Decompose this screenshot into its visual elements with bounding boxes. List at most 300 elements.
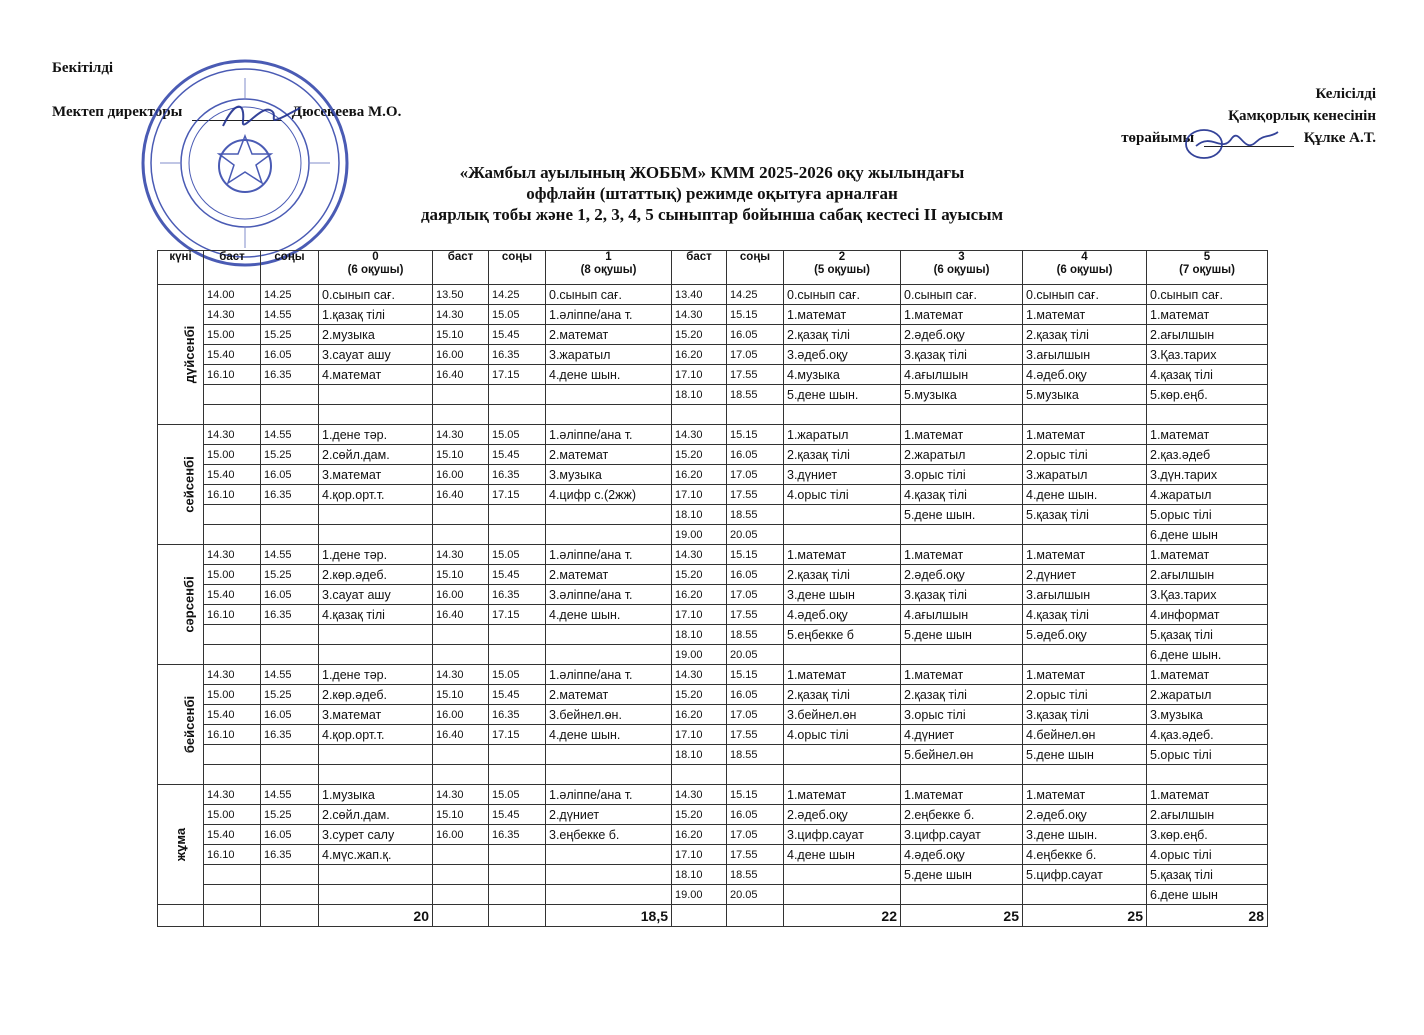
time-cell: 16.05 [727,445,784,465]
header-class-2 [784,251,901,285]
lesson-cell: 4.қазақ тілі [901,485,1023,505]
time-cell: 14.30 [204,545,261,565]
lesson-cell [546,525,672,545]
time-cell: 15.20 [672,565,727,585]
time-cell: 18.10 [672,865,727,885]
director-name: Дюсекеева М.О. [291,104,402,120]
lesson-cell: 4.дене шын. [546,725,672,745]
lesson-cell: 3.дүн.тарих [1147,465,1268,485]
time-cell: 15.05 [489,425,546,445]
lesson-cell: 1.әліппе/ана т. [546,785,672,805]
lesson-cell [319,645,433,665]
lesson-cell: 2.математ [546,325,672,345]
lesson-cell: 1.математ [1023,305,1147,325]
time-cell: 15.40 [204,465,261,485]
day-name: бейсенбі [182,695,198,754]
lesson-cell: 2.көр.әдеб. [319,565,433,585]
lesson-cell [319,745,433,765]
time-cell: 17.55 [727,485,784,505]
time-cell: 16.20 [672,705,727,725]
time-cell: 15.00 [204,685,261,705]
lesson-cell [1023,765,1147,785]
lesson-cell: 2.қазақ тілі [784,325,901,345]
time-cell: 14.30 [433,785,489,805]
total-cell: 28 [1147,905,1268,927]
table-row [158,445,1268,465]
time-cell: 14.30 [672,425,727,445]
time-cell: 14.30 [672,665,727,685]
total-cell: 18,5 [546,905,672,927]
lesson-cell: 4.дене шын. [546,605,672,625]
time-cell: 15.00 [204,805,261,825]
time-cell: 16.05 [261,345,319,365]
time-cell: 17.10 [672,725,727,745]
lesson-cell: 1.математ [1147,665,1268,685]
chair-name: Құлке А.Т. [1303,130,1376,146]
time-cell: 16.10 [204,365,261,385]
time-cell: 19.00 [672,645,727,665]
total-cell [204,905,261,927]
table-row [158,485,1268,505]
header-end: соңы [261,251,319,285]
time-cell: 15.10 [433,325,489,345]
time-cell: 15.10 [433,805,489,825]
time-cell: 17.15 [489,725,546,745]
lesson-cell: 3.қазақ тілі [1023,705,1147,725]
time-cell: 15.10 [433,565,489,585]
lesson-cell: 2.әдеб.оқу [784,805,901,825]
time-cell: 17.05 [727,465,784,485]
header-end-1: соңы [489,251,546,285]
class-2-number: 2 [838,251,846,263]
table-row [158,425,1268,445]
lesson-cell: 3.әдеб.оқу [784,345,901,365]
lesson-cell: 4.цифр с.(2жж) [546,485,672,505]
time-cell: 16.05 [727,325,784,345]
lesson-cell [784,865,901,885]
table-row [158,465,1268,485]
time-cell: 16.05 [261,465,319,485]
time-cell [204,505,261,525]
time-cell [433,505,489,525]
time-cell: 17.10 [672,605,727,625]
lesson-cell [319,405,433,425]
lesson-cell: 1.әліппе/ана т. [546,425,672,445]
table-row [158,825,1268,845]
time-cell [204,765,261,785]
lesson-cell [1147,405,1268,425]
lesson-cell: 1.математ [1023,425,1147,445]
lesson-cell [784,645,901,665]
lesson-cell: 6.дене шын. [1147,645,1268,665]
lesson-cell: 4.мүс.жап.қ. [319,845,433,865]
lesson-cell: 1.дене тәр. [319,545,433,565]
time-cell [204,405,261,425]
time-cell: 16.00 [433,585,489,605]
time-cell: 18.10 [672,505,727,525]
total-cell [261,905,319,927]
header-class-3 [901,251,1023,285]
header-day: күні [158,251,204,285]
time-cell [672,765,727,785]
title-line-1: «Жамбыл ауылының ЖОББМ» КММ 2025-2026 оқу жылындағы [459,163,965,182]
lesson-cell: 1.математ [901,425,1023,445]
lesson-cell: 1.математ [784,305,901,325]
time-cell: 15.40 [204,345,261,365]
lesson-cell: 5.әдеб.оқу [1023,625,1147,645]
time-cell: 15.20 [672,685,727,705]
class-4-count: (6 оқушы) [1056,264,1113,276]
time-cell: 15.15 [727,785,784,805]
lesson-cell: 3.қазақ тілі [901,345,1023,365]
time-cell [489,845,546,865]
lesson-cell: 3.әліппе/ана т. [546,585,672,605]
lesson-cell: 1.әліппе/ана т. [546,305,672,325]
title-line-2: оффлайн (штаттық) режимде оқытуға арналған [526,184,898,203]
time-cell [672,405,727,425]
time-cell: 14.25 [261,285,319,305]
director-signature-icon [215,96,305,136]
table-row [158,325,1268,345]
lesson-cell: 3.сауат ашу [319,345,433,365]
lesson-cell: 2.қазақ тілі [784,685,901,705]
lesson-cell: 5.бейнел.өн [901,745,1023,765]
time-cell: 17.55 [727,605,784,625]
lesson-cell: 1.математ [1147,425,1268,445]
lesson-cell: 0.сынып сағ. [546,285,672,305]
lesson-cell: 4.дене шын. [1023,485,1147,505]
time-cell [489,745,546,765]
lesson-cell: 2.қаз.әдеб [1147,445,1268,465]
lesson-cell [546,865,672,885]
table-row [158,365,1268,385]
time-cell [489,525,546,545]
lesson-cell [319,765,433,785]
lesson-cell: 6.дене шын [1147,885,1268,905]
time-cell: 16.05 [261,825,319,845]
time-cell: 16.05 [261,585,319,605]
time-cell: 16.20 [672,825,727,845]
lesson-cell: 0.сынып сағ. [1023,285,1147,305]
time-cell: 15.25 [261,325,319,345]
lesson-cell: 1.математ [1023,545,1147,565]
time-cell [204,745,261,765]
totals-row [158,905,1268,927]
time-cell: 16.40 [433,725,489,745]
chair-title: төрайымы [1121,130,1195,146]
lesson-cell [319,385,433,405]
time-cell: 15.45 [489,445,546,465]
lesson-cell [319,865,433,885]
table-row [158,865,1268,885]
time-cell: 15.05 [489,665,546,685]
time-cell [489,505,546,525]
time-cell: 18.10 [672,625,727,645]
time-cell: 16.40 [433,605,489,625]
lesson-cell: 3.ағылшын [1023,585,1147,605]
time-cell: 14.55 [261,665,319,685]
council-label: Қамқорлық кенесінін [1228,108,1376,124]
lesson-cell: 0.сынып сағ. [901,285,1023,305]
time-cell [489,885,546,905]
lesson-cell [546,885,672,905]
lesson-cell: 2.қазақ тілі [784,445,901,465]
schedule-body [158,285,1268,927]
table-row [158,585,1268,605]
lesson-cell: 4.ағылшын [901,605,1023,625]
time-cell [261,505,319,525]
lesson-cell [1023,885,1147,905]
class-5-count: (7 оқушы) [1179,264,1235,276]
lesson-cell: 2.сөйл.дам. [319,445,433,465]
time-cell [489,625,546,645]
time-cell: 15.20 [672,805,727,825]
time-cell: 14.30 [204,305,261,325]
lesson-cell: 5.еңбекке б [784,625,901,645]
lesson-cell: 5.дене шын. [901,505,1023,525]
lesson-cell: 3.жаратыл [1023,465,1147,485]
time-cell [489,385,546,405]
time-cell: 15.05 [489,785,546,805]
lesson-cell [546,745,672,765]
lesson-cell: 5.дене шын [901,625,1023,645]
time-cell: 15.00 [204,565,261,585]
lesson-cell: 1.математ [784,545,901,565]
lesson-cell: 1.математ [901,785,1023,805]
time-cell: 15.40 [204,705,261,725]
class-5-number: 5 [1203,251,1211,263]
time-cell [261,405,319,425]
lesson-cell: 5.көр.еңб. [1147,385,1268,405]
class-1-count: (8 оқушы) [580,264,637,276]
time-cell: 17.10 [672,485,727,505]
lesson-cell: 3.дене шын. [1023,825,1147,845]
lesson-cell: 2.ағылшын [1147,565,1268,585]
time-cell: 17.55 [727,365,784,385]
lesson-cell: 5.дене шын [901,865,1023,885]
header-class-4 [1023,251,1147,285]
lesson-cell: 2.сөйл.дам. [319,805,433,825]
total-cell [672,905,727,927]
time-cell [433,525,489,545]
lesson-cell: 4.бейнел.өн [1023,725,1147,745]
time-cell: 16.05 [261,705,319,725]
table-row [158,525,1268,545]
lesson-cell: 4.дүниет [901,725,1023,745]
time-cell [489,405,546,425]
lesson-cell: 0.сынып сағ. [319,285,433,305]
lesson-cell: 3.музыка [546,465,672,485]
lesson-cell [784,505,901,525]
time-cell [204,865,261,885]
time-cell: 16.35 [261,845,319,865]
lesson-cell [546,625,672,645]
lesson-cell: 3.дүниет [784,465,901,485]
lesson-cell: 1.музыка [319,785,433,805]
table-row [158,745,1268,765]
lesson-cell: 1.математ [901,545,1023,565]
lesson-cell: 4.қаз.әдеб. [1147,725,1268,745]
lesson-cell: 2.әдеб.оқу [901,325,1023,345]
time-cell: 18.55 [727,865,784,885]
time-cell: 14.30 [433,305,489,325]
time-cell: 15.15 [727,665,784,685]
lesson-cell [1023,525,1147,545]
time-cell [261,865,319,885]
header-end-2: соңы [727,251,784,285]
lesson-cell: 4.орыс тілі [784,725,901,745]
class-3-number: 3 [958,251,965,263]
lesson-cell: 4.қор.орт.т. [319,725,433,745]
lesson-cell: 4.әдеб.оқу [784,605,901,625]
table-row [158,645,1268,665]
lesson-cell: 4.жаратыл [1147,485,1268,505]
time-cell: 15.45 [489,565,546,585]
time-cell: 15.20 [672,325,727,345]
time-cell [433,645,489,665]
time-cell: 16.10 [204,845,261,865]
time-cell: 14.25 [489,285,546,305]
lesson-cell: 4.әдеб.оқу [901,845,1023,865]
time-cell: 16.40 [433,485,489,505]
lesson-cell [784,745,901,765]
lesson-cell [784,765,901,785]
time-cell: 17.05 [727,345,784,365]
time-cell: 17.55 [727,845,784,865]
time-cell: 14.30 [433,545,489,565]
time-cell [261,745,319,765]
time-cell: 18.10 [672,385,727,405]
time-cell [261,645,319,665]
time-cell: 14.00 [204,285,261,305]
time-cell: 16.10 [204,485,261,505]
lesson-cell: 3.қазақ тілі [901,585,1023,605]
lesson-cell [1147,765,1268,785]
lesson-cell: 3.бейнел.өн. [546,705,672,725]
lesson-cell [784,405,901,425]
lesson-cell: 4.дене шын. [546,365,672,385]
lesson-cell [901,525,1023,545]
time-cell [489,865,546,885]
lesson-cell: 5.дене шын. [784,385,901,405]
time-cell: 15.00 [204,445,261,465]
lesson-cell [901,405,1023,425]
lesson-cell: 1.жаратыл [784,425,901,445]
time-cell: 13.50 [433,285,489,305]
time-cell [727,765,784,785]
table-row [158,845,1268,865]
lesson-cell: 2.әдеб.оқу [1023,805,1147,825]
time-cell: 15.05 [489,305,546,325]
time-cell: 16.00 [433,465,489,485]
lesson-cell: 2.музыка [319,325,433,345]
time-cell: 15.05 [489,545,546,565]
lesson-cell: 2.математ [546,565,672,585]
lesson-cell: 2.математ [546,445,672,465]
time-cell: 16.00 [433,825,489,845]
lesson-cell [546,405,672,425]
class-0-count: (6 оқушы) [347,264,404,276]
time-cell: 15.25 [261,445,319,465]
lesson-cell: 4.орыс тілі [1147,845,1268,865]
lesson-cell: 3.орыс тілі [901,705,1023,725]
lesson-cell: 1.математ [1023,665,1147,685]
time-cell: 17.05 [727,585,784,605]
lesson-cell: 3.дене шын [784,585,901,605]
time-cell: 17.10 [672,365,727,385]
header-class-1 [546,251,672,285]
time-cell: 20.05 [727,645,784,665]
lesson-cell: 5.дене шын [1023,745,1147,765]
lesson-cell [546,385,672,405]
header-class-5 [1147,251,1268,285]
header-start-1: баст [433,251,489,285]
time-cell: 15.15 [727,425,784,445]
time-cell: 16.35 [489,345,546,365]
time-cell: 18.55 [727,625,784,645]
lesson-cell: 4.математ [319,365,433,385]
table-row [158,605,1268,625]
lesson-cell: 1.математ [1147,305,1268,325]
time-cell: 15.25 [261,685,319,705]
time-cell [489,765,546,785]
time-cell: 15.45 [489,685,546,705]
table-row [158,785,1268,805]
table-row [158,405,1268,425]
lesson-cell: 1.қазақ тілі [319,305,433,325]
table-row [158,625,1268,645]
lesson-cell: 2.орыс тілі [1023,445,1147,465]
lesson-cell: 6.дене шын [1147,525,1268,545]
lesson-cell: 1.математ [1023,785,1147,805]
document-title [0,162,1424,225]
time-cell [204,625,261,645]
time-cell: 15.15 [727,545,784,565]
time-cell: 18.55 [727,505,784,525]
agreed-label: Келісілді [1315,86,1376,102]
time-cell: 19.00 [672,525,727,545]
lesson-cell: 4.музыка [784,365,901,385]
lesson-cell: 3.музыка [1147,705,1268,725]
lesson-cell: 2.математ [546,685,672,705]
lesson-cell: 5.цифр.сауат [1023,865,1147,885]
class-1-number: 1 [605,251,612,263]
lesson-cell: 4.дене шын [784,845,901,865]
lesson-cell: 3.сауат ашу [319,585,433,605]
time-cell [433,405,489,425]
time-cell: 16.00 [433,345,489,365]
time-cell: 17.10 [672,845,727,865]
day-cell [158,285,204,425]
lesson-cell [319,885,433,905]
time-cell [433,765,489,785]
lesson-cell: 5.орыс тілі [1147,745,1268,765]
lesson-cell: 2.әдеб.оқу [901,565,1023,585]
lesson-cell: 2.ағылшын [1147,325,1268,345]
lesson-cell: 5.музыка [1023,385,1147,405]
time-cell: 15.10 [433,685,489,705]
lesson-cell: 2.жаратыл [901,445,1023,465]
time-cell: 14.30 [672,545,727,565]
lesson-cell: 0.сынып сағ. [784,285,901,305]
lesson-cell: 2.орыс тілі [1023,685,1147,705]
time-cell [261,625,319,645]
time-cell: 16.35 [489,825,546,845]
lesson-cell: 1.математ [1147,785,1268,805]
table-row [158,885,1268,905]
time-cell: 15.10 [433,445,489,465]
lesson-cell: 1.математ [784,665,901,685]
